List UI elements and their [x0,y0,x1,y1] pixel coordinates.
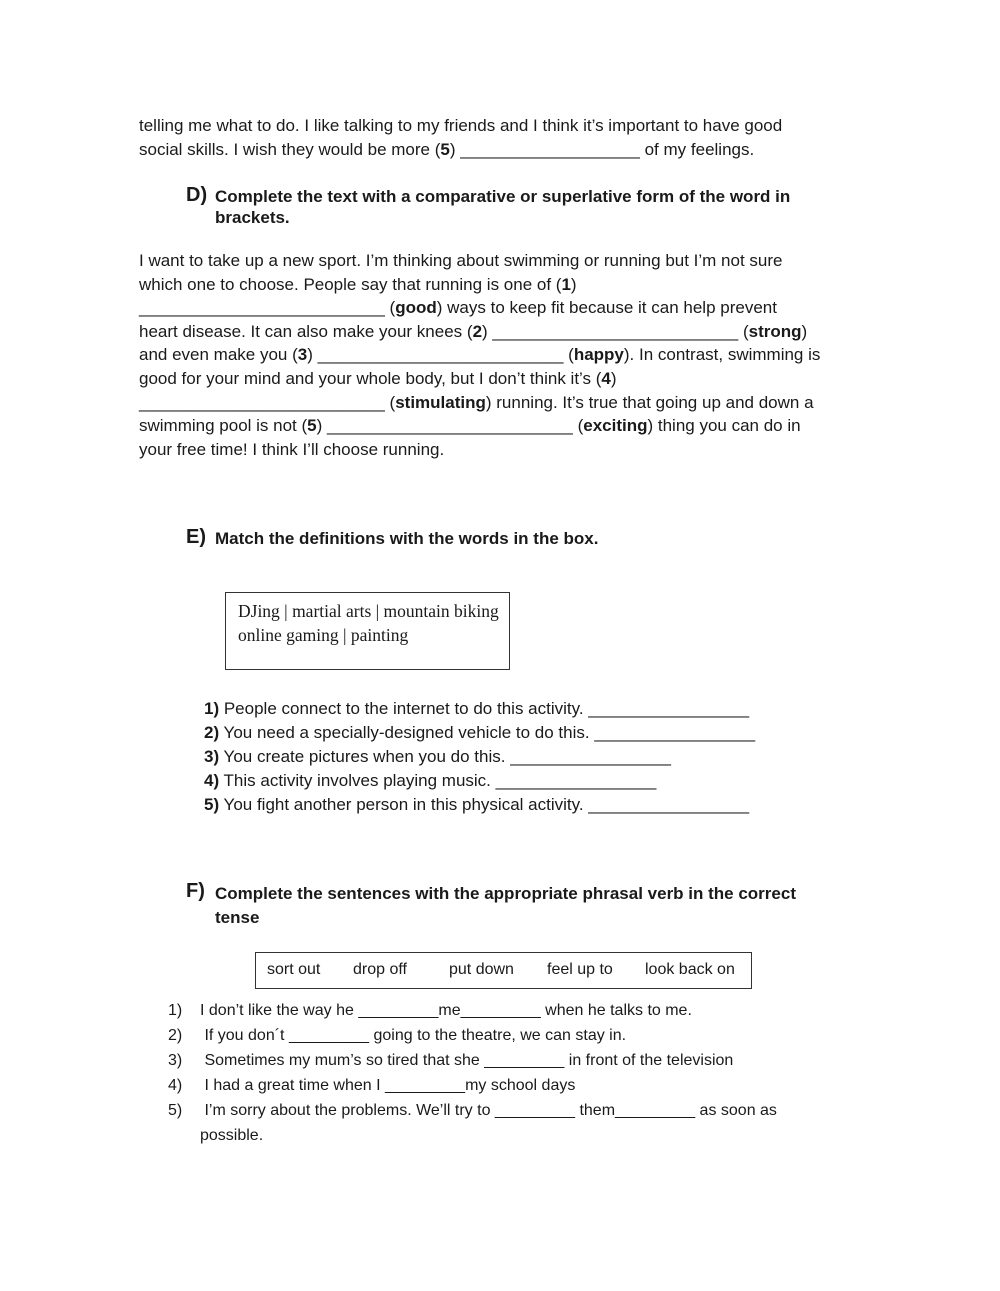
section-d-letter: D) [186,184,208,206]
definition-item: 3) You create pictures when you do this. _________________ [204,747,671,766]
sentence-item: 1) I don’t like the way he _________me_________ when he talks to me. [168,1002,692,1019]
phrasal-verb: feel up to [547,961,613,978]
section-f-letter: F) [186,880,205,902]
section-d-instruction: Complete the text with a comparative or superlative form of the word in brackets. [215,187,791,227]
passage-line: I want to take up a new sport. I’m thinking about swimming or running but I’m not sure [139,251,783,270]
passage-line: swimming pool is not (5) __________________________ (exciting) thing you can do in [139,416,801,436]
definition-item: 2) You need a specially-designed vehicle to do this. _________________ [204,723,756,742]
section-f-word-box [255,952,752,989]
passage-line: and even make you (3) __________________________ (happy). In contrast, swimming is [139,345,821,365]
passage-line: good for your mind and your whole body, but I don’t think it’s (4) [139,368,617,388]
passage-line: __________________________ (stimulating) running. It’s true that going up and down a [139,392,814,412]
section-e-word-box [225,592,510,670]
intro-paragraph [139,114,859,161]
phrasal-verb: put down [449,961,514,978]
phrasal-verb: look back on [645,961,735,978]
section-e-letter: E) [186,526,206,548]
sentence-item-continuation: possible. [200,1127,264,1144]
definition-item: 4) This activity involves playing music. _________________ [204,771,657,790]
phrasal-verb: sort out [267,961,321,978]
section-e-instruction: Match the definitions with the words in the box. [215,529,599,548]
passage-line: which one to choose. People say that running is one of (1) [139,274,577,294]
section-e-definitions [204,697,755,817]
passage-line: heart disease. It can also make your knees (2) __________________________ (strong) [139,321,808,341]
sentence-item: 5) I’m sorry about the problems. We’ll try to _________ them_________ as soon as [168,1102,777,1119]
section-f-sentences [168,998,777,1148]
section-f-instruction: Complete the sentences with the appropriate phrasal verb in the correct tense [215,884,796,927]
sentence-item: 2) If you don´t _________ going to the theatre, we can stay in. [168,1027,627,1044]
sentence-item: 3) Sometimes my mum’s so tired that she _________ in front of the television [168,1052,734,1069]
passage-line: __________________________ (good) ways to keep fit because it can help prevent [139,298,777,318]
phrasal-verb: drop off [353,961,407,978]
definition-item: 5) You fight another person in this physical activity. _________________ [204,795,750,814]
section-d-passage [139,249,869,461]
intro-line-1: telling me what to do. I like talking to my friends and I think it’s important to have good [139,116,783,135]
passage-line: your free time! I think I’ll choose running. [139,439,445,459]
sentence-item: 4) I had a great time when I _________my school days [168,1077,576,1094]
definition-item: 1) People connect to the internet to do this activity. _________________ [204,699,750,718]
word-box-text: DJing | martial arts | mountain biking online gaming | painting [238,601,499,645]
intro-line-2: social skills. I wish they would be more (5) ___________________ of my feelings. [139,139,755,159]
